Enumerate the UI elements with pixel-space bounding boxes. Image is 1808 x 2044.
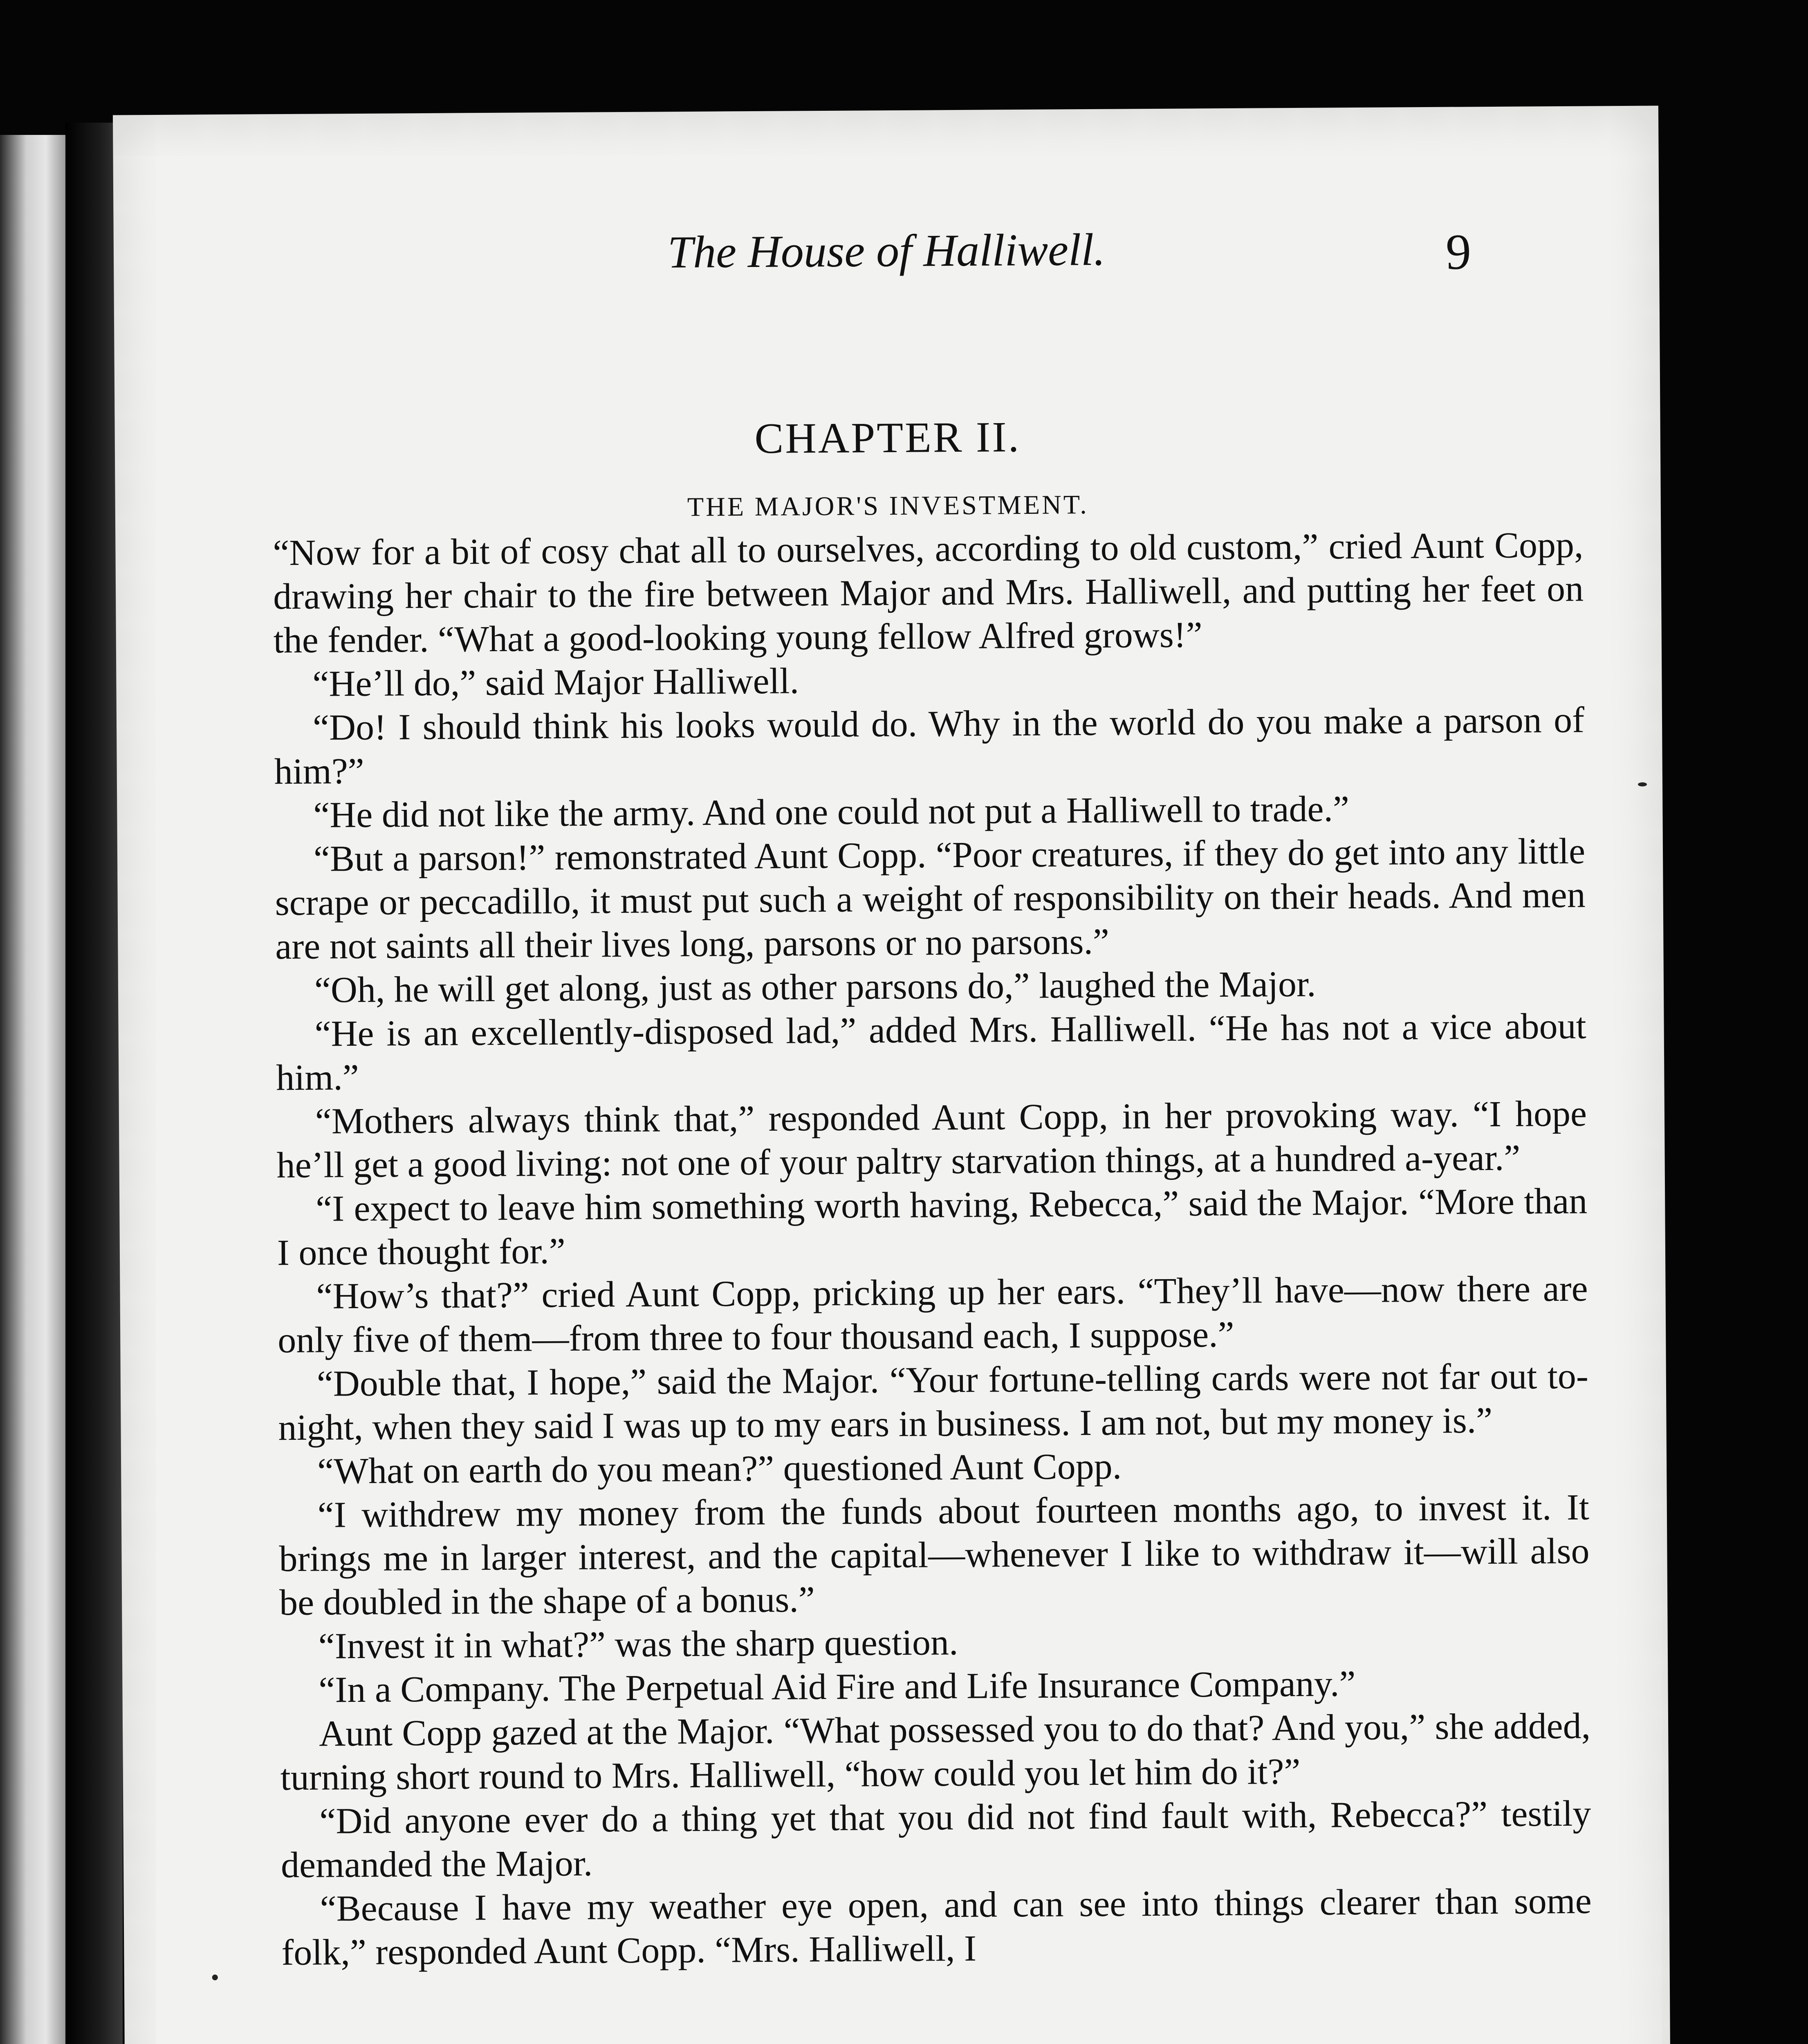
- paragraph: “I withdrew my money from the funds about fourteen months ago, to invest it. It brings me in larger interest, and the capital—whenever I like to withdraw it—will also be doubled in the shape of a bonus.”: [279, 1487, 1590, 1623]
- paragraph: “But a parson!” remonstrated Aunt Copp. “Poor creatures, if they do get into any little scrape or peccadillo, it must put such a weight of responsibility on their heads. And men are not saints all their lives long, parsons or no parsons.”: [275, 831, 1586, 967]
- paragraph: “What on earth do you mean?” questioned Aunt Copp.: [317, 1446, 1122, 1492]
- page-header: [114, 220, 1660, 291]
- body-text: [273, 523, 1592, 1975]
- paragraph: “Did anyone ever do a thing yet that you did not find fault with, Rebecca?” testily demanded the Major.: [280, 1793, 1591, 1886]
- paragraph: “Now for a bit of cosy chat all to ourselves, according to old custom,” cried Aunt Copp, drawing her chair to the fire between Major and Mrs. Halliwell, and putting her feet on the fender. “What a good-looking young fellow Alfred grows!”: [273, 524, 1584, 661]
- paragraph: “He is an excellently-disposed lad,” added Mrs. Halliwell. “He has not a vice about him.”: [276, 1006, 1586, 1098]
- page-number: 9: [1445, 224, 1472, 280]
- running-title: The House of Halliwell.: [667, 224, 1106, 278]
- paragraph: “He did not like the army. And one could not put a Halliwell to trade.”: [313, 789, 1350, 836]
- paragraph: “Because I have my weather eye open, and can see into things clearer than some folk,” responded Aunt Copp. “Mrs. Halliwell, I: [281, 1880, 1592, 1973]
- chapter-subtitle: THE MAJOR'S INVESTMENT.: [687, 490, 1089, 522]
- paragraph: “Invest it in what?” was the sharp question.: [318, 1622, 958, 1667]
- book-page: [113, 106, 1674, 2044]
- paragraph: Aunt Copp gazed at the Major. “What possessed you to do that? And you,” she added, turning short round to Mrs. Halliwell, “how could you let him do it?”: [280, 1706, 1591, 1798]
- paragraph: “Mothers always think that,” responded Aunt Copp, in her provoking way. “I hope he’ll get a good living: not one of your paltry starvation things, at a hundred a-year.”: [276, 1093, 1587, 1186]
- paragraph: “I expect to leave him something worth having, Rebecca,” said the Major. “More than I once thought for.”: [277, 1181, 1588, 1273]
- paragraph: “Oh, he will get along, just as other parsons do,” laughed the Major.: [314, 964, 1316, 1011]
- facing-page-edge: [0, 135, 65, 2044]
- book-gutter: [65, 123, 123, 2044]
- paragraph: “He’ll do,” said Major Halliwell.: [312, 661, 799, 704]
- paragraph: “How’s that?” cried Aunt Copp, pricking up her ears. “They’ll have—now there are only five of them—from three to four thousand each, I suppose.”: [277, 1268, 1588, 1361]
- chapter-heading: CHAPTER II.: [754, 413, 1021, 463]
- paragraph: “In a Company. The Perpetual Aid Fire and Life Insurance Company.”: [319, 1663, 1356, 1710]
- ink-speck: [1638, 782, 1647, 787]
- paragraph: “Double that, I hope,” said the Major. “Your fortune-telling cards were not far out to-night, when they said I was up to my ears in business. I am not, but my money is.”: [278, 1356, 1589, 1448]
- ink-speck: [212, 1975, 218, 1980]
- paragraph: “Do! I should think his looks would do. Why in the world do you make a parson of him?”: [274, 699, 1585, 792]
